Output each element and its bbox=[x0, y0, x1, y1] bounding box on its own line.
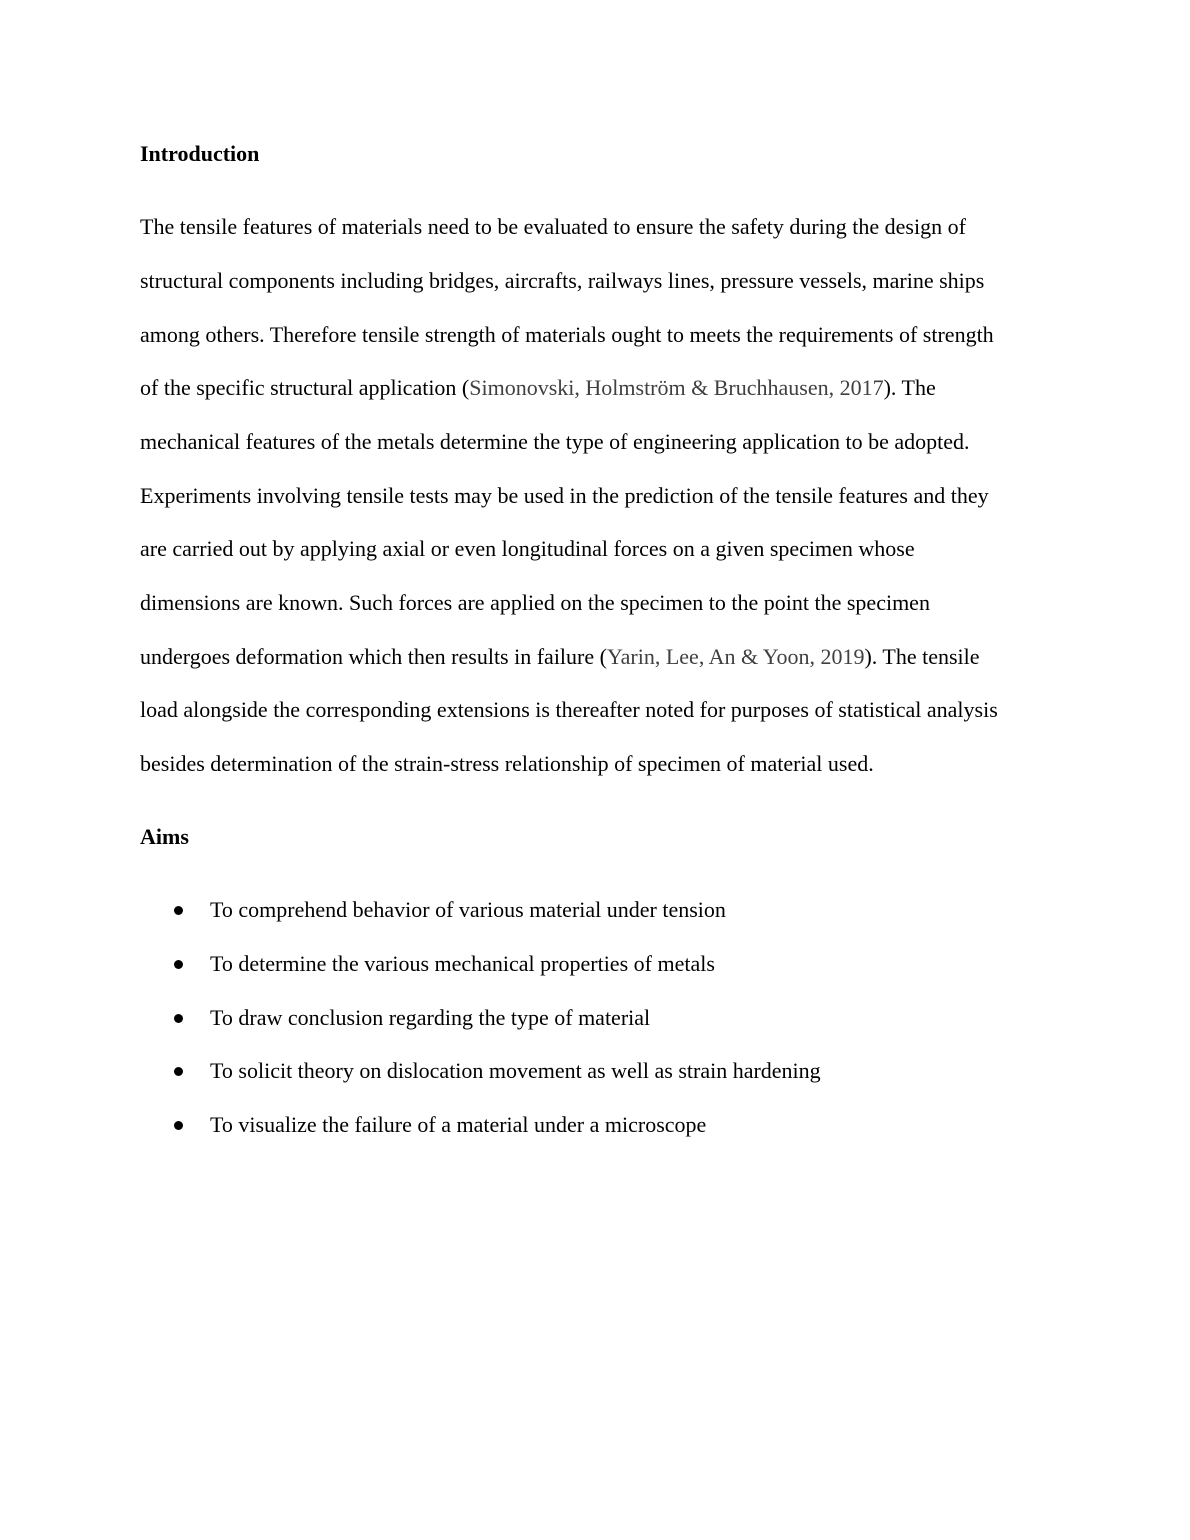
bullet-icon bbox=[174, 1014, 183, 1023]
aims-list-item bbox=[140, 1058, 1040, 1084]
intro-line-4-text-a: of the specific structural application ( bbox=[140, 375, 470, 400]
intro-line-5: mechanical features of the metals determine the type of engineering application to be adopted. bbox=[140, 429, 970, 454]
aim-text: To draw conclusion regarding the type of material bbox=[210, 1005, 651, 1030]
aim-text: To solicit theory on dislocation movement as well as strain hardening bbox=[210, 1058, 821, 1083]
introduction-heading: Introduction bbox=[140, 141, 260, 166]
aim-text: To visualize the failure of a material under a microscope bbox=[210, 1112, 707, 1137]
citation-yarin: Yarin, Lee, An & Yoon, 2019 bbox=[606, 644, 865, 669]
bullet-icon bbox=[174, 1067, 183, 1076]
intro-line-9 bbox=[140, 644, 980, 670]
aims-list-item bbox=[140, 1005, 1040, 1031]
intro-line-4 bbox=[140, 375, 936, 401]
intro-line-8: dimensions are known. Such forces are applied on the specimen to the point the specimen bbox=[140, 590, 930, 615]
aims-list-item bbox=[140, 897, 1040, 923]
intro-line-11: besides determination of the strain-stress relationship of specimen of material used. bbox=[140, 751, 874, 776]
intro-line-1: The tensile features of materials need to be evaluated to ensure the safety during the design of bbox=[140, 214, 966, 239]
intro-line-9-text-a: undergoes deformation which then results in failure ( bbox=[140, 644, 607, 669]
aims-list-item bbox=[140, 951, 1040, 977]
bullet-icon bbox=[174, 1121, 183, 1130]
aims-list-item bbox=[140, 1112, 1040, 1138]
intro-line-7: are carried out by applying axial or even longitudinal forces on a given specimen whose bbox=[140, 536, 915, 561]
intro-line-6: Experiments involving tensile tests may be used in the prediction of the tensile features and they bbox=[140, 483, 989, 508]
aims-heading: Aims bbox=[140, 824, 189, 849]
intro-line-2: structural components including bridges, aircrafts, railways lines, pressure vessels, marine ships bbox=[140, 268, 985, 293]
aim-text: To comprehend behavior of various material under tension bbox=[210, 897, 726, 922]
bullet-icon bbox=[174, 960, 183, 969]
aim-text: To determine the various mechanical properties of metals bbox=[210, 951, 715, 976]
bullet-icon bbox=[174, 906, 183, 915]
intro-line-4-text-b: ). The bbox=[883, 375, 936, 400]
intro-line-9-text-b: ). The tensile bbox=[864, 644, 980, 669]
citation-simonovski: Simonovski, Holmström & Bruchhausen, 2017 bbox=[469, 375, 884, 400]
intro-line-3: among others. Therefore tensile strength of materials ought to meets the requirements of strength bbox=[140, 322, 994, 347]
intro-line-10: load alongside the corresponding extensions is thereafter noted for purposes of statistical analysis bbox=[140, 697, 998, 722]
